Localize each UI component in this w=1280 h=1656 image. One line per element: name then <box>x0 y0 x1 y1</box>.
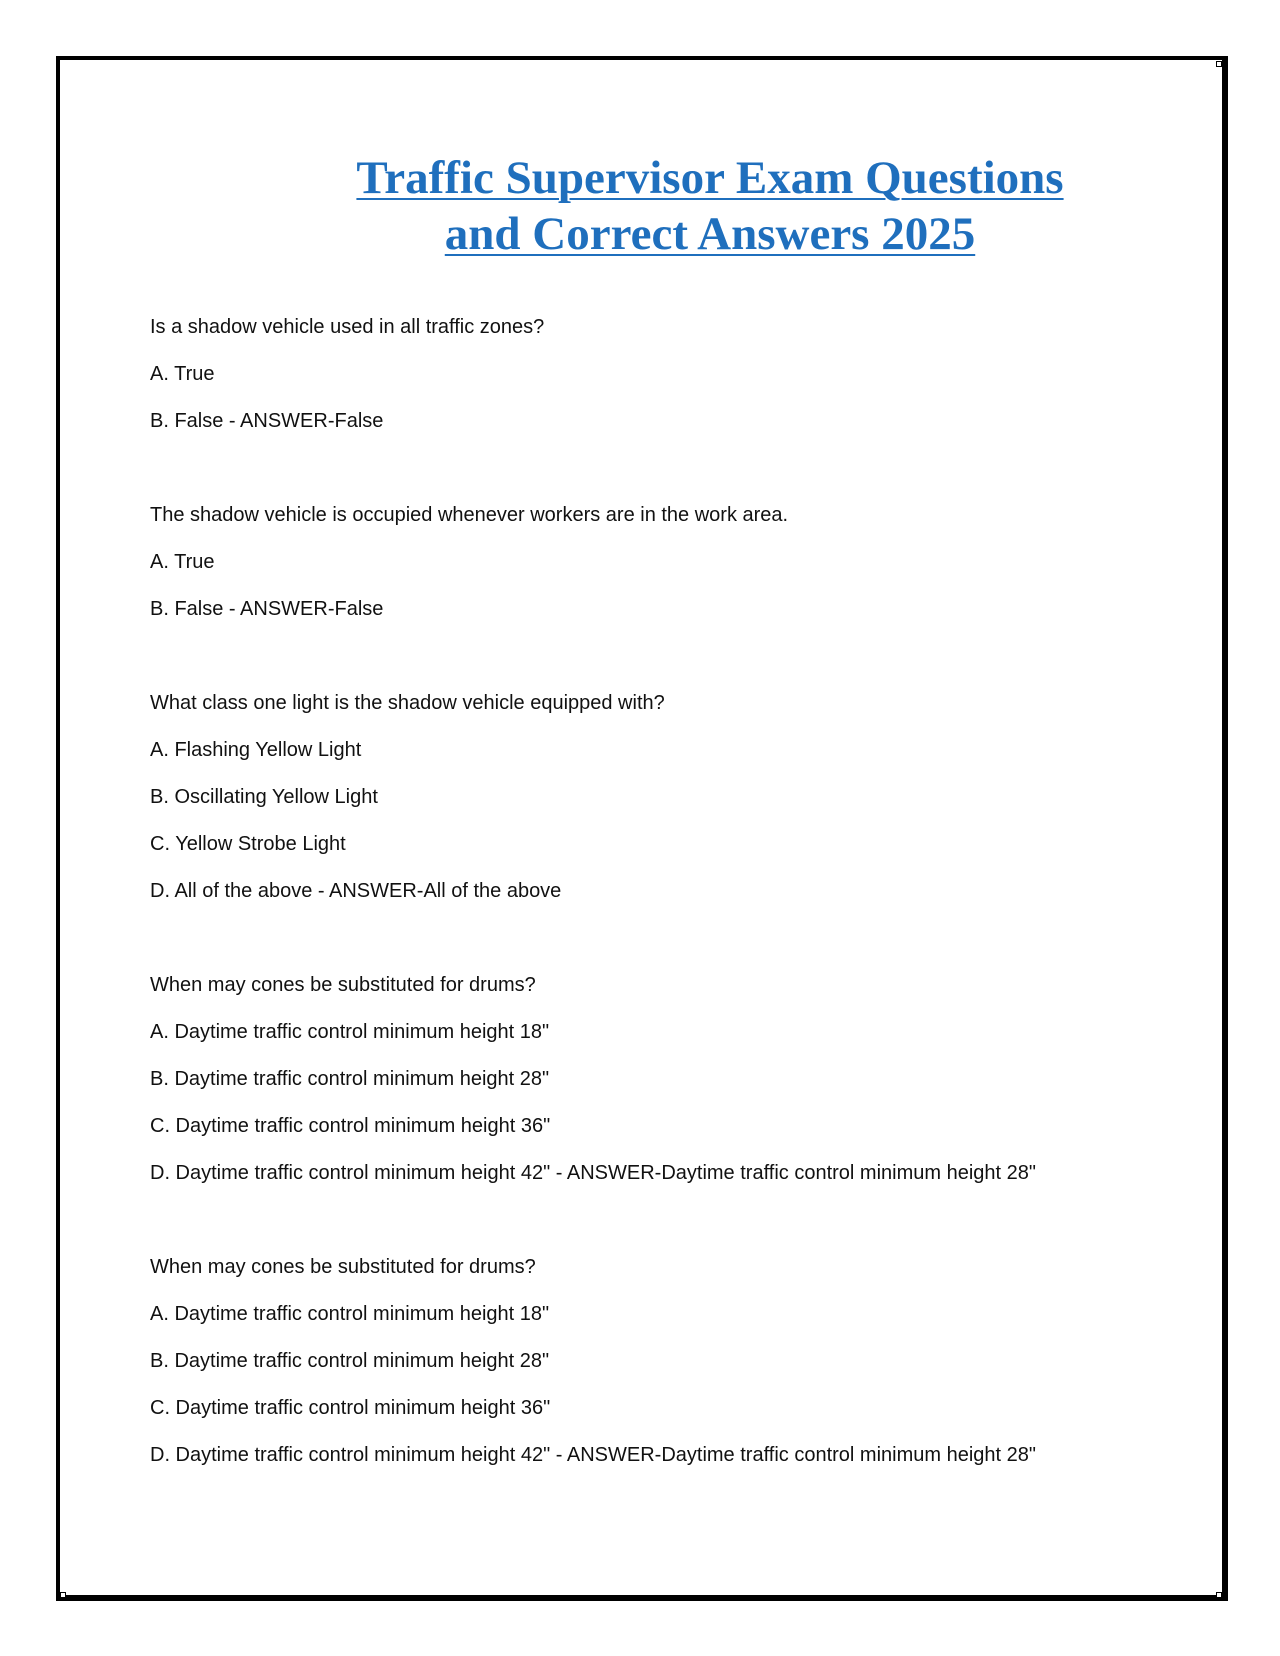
answer-option: A. True <box>150 363 215 385</box>
spacer <box>150 915 1150 962</box>
question-block <box>150 680 1150 915</box>
answer-option: A. Flashing Yellow Light <box>150 739 362 761</box>
question-block <box>150 304 1150 445</box>
answer-option: D. Daytime traffic control minimum height 42" - ANSWER-Daytime traffic control minimum height 28" <box>150 1444 1036 1466</box>
spacer <box>150 1197 1150 1244</box>
answer-option: B. Daytime traffic control minimum height 28" <box>150 1350 550 1372</box>
answer-option: C. Daytime traffic control minimum height 36" <box>150 1397 551 1419</box>
answer-option: B. Daytime traffic control minimum height 28" <box>150 1068 550 1090</box>
page-corner-mark <box>60 1592 66 1598</box>
answer-option: D. All of the above - ANSWER-All of the above <box>150 880 562 902</box>
question-text: The shadow vehicle is occupied whenever workers are in the work area. <box>150 504 789 526</box>
title-line-1: Traffic Supervisor Exam Questions <box>356 152 1064 204</box>
page-corner-mark <box>1216 61 1222 67</box>
answer-option: A. Daytime traffic control minimum height 18" <box>150 1021 550 1043</box>
answer-option: B. Oscillating Yellow Light <box>150 786 378 808</box>
title-line-2: and Correct Answers 2025 <box>444 208 976 260</box>
document-title <box>280 150 1140 262</box>
answer-option: C. Yellow Strobe Light <box>150 833 346 855</box>
spacer <box>150 633 1150 680</box>
question-list <box>150 304 1150 1479</box>
answer-option: C. Daytime traffic control minimum height 36" <box>150 1115 551 1137</box>
answer-option: D. Daytime traffic control minimum height 42" - ANSWER-Daytime traffic control minimum height 28" <box>150 1162 1036 1184</box>
answer-option: B. False - ANSWER-False <box>150 410 384 432</box>
question-block <box>150 492 1150 633</box>
answer-option: A. True <box>150 551 215 573</box>
answer-option: B. False - ANSWER-False <box>150 598 384 620</box>
question-text: What class one light is the shadow vehicle equipped with? <box>150 692 665 714</box>
question-text: When may cones be substituted for drums? <box>150 1256 536 1278</box>
question-text: Is a shadow vehicle used in all traffic zones? <box>150 316 545 338</box>
question-block <box>150 962 1150 1197</box>
page-corner-mark <box>1216 1592 1222 1598</box>
question-block <box>150 1244 1150 1479</box>
question-text: When may cones be substituted for drums? <box>150 974 536 996</box>
spacer <box>150 445 1150 492</box>
answer-option: A. Daytime traffic control minimum height 18" <box>150 1303 550 1325</box>
